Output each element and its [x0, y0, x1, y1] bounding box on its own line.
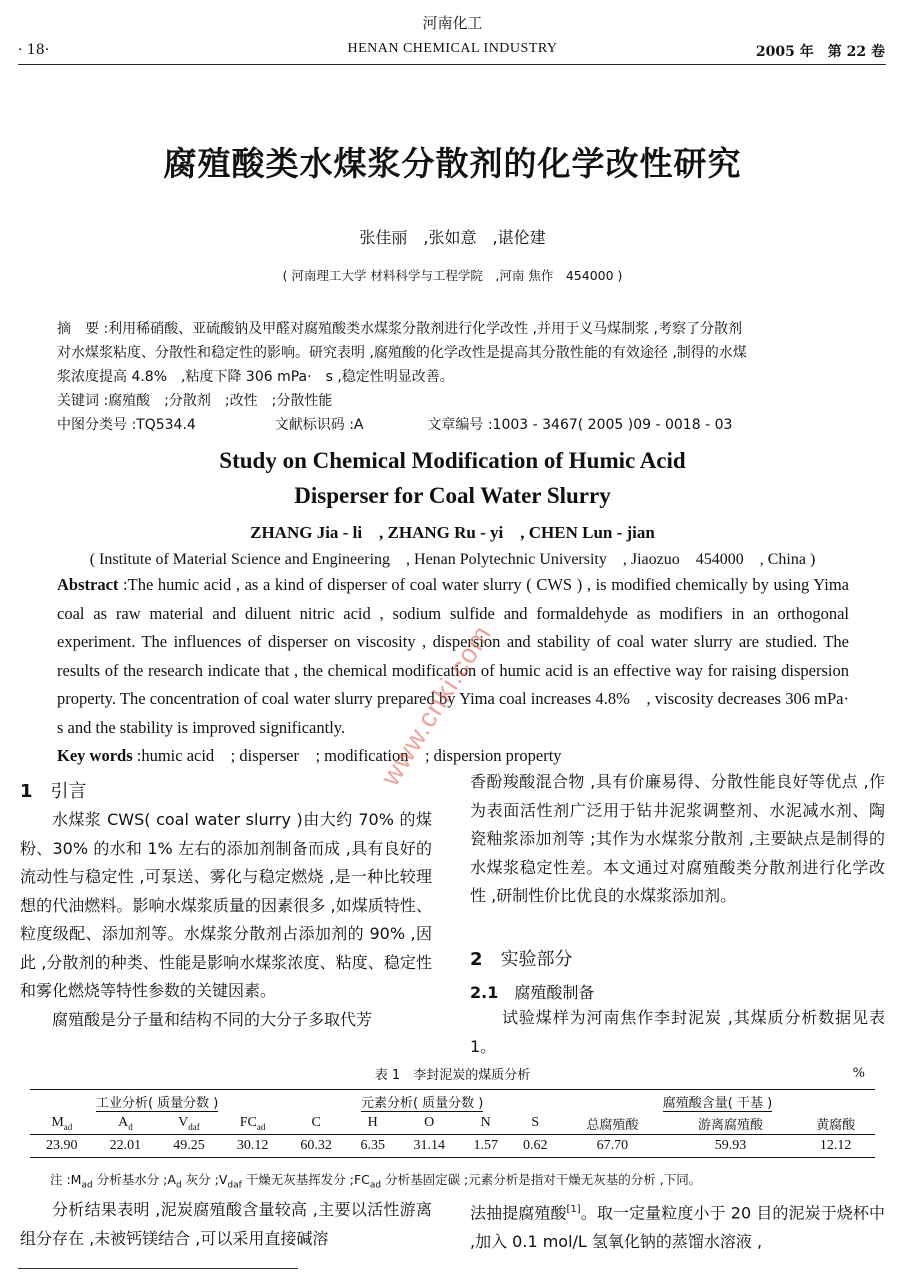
col-a-label: A	[118, 1114, 129, 1130]
paper-title-en-line-2: Disperser for Coal Water Slurry	[294, 483, 611, 508]
keywords-cn-text: :腐殖酸 ;分散剂 ;改性 ;分散性能	[103, 393, 333, 409]
col-a-sub: d	[128, 1121, 133, 1132]
col-fc-label: FC	[239, 1114, 257, 1130]
col-s: S	[531, 1115, 540, 1130]
abstract-cn-line-1	[57, 317, 852, 341]
col-n: N	[480, 1115, 491, 1130]
section-2-heading	[470, 945, 573, 971]
abstract-cn-line-3: 浆浓度提高 4.8% ,粘度下降 306 mPa· s ,稳定性明显改善。	[57, 369, 454, 385]
note-part-3: 干燥无灰基挥发分 ;FC	[241, 1172, 370, 1187]
authors-cn: 张佳丽 ,张如意 ,谌伦建	[359, 228, 546, 247]
cell: 6.35	[360, 1138, 385, 1153]
extraction-text-2: 。取一定量粒度小于 20 目的泥炭于烧杯中 ,加入 0.1 mol/L 氢氧化钠的蒸馏水溶液 ,	[470, 1203, 885, 1251]
article-label: 文章编号	[427, 417, 484, 433]
note-sub-a: d	[175, 1180, 182, 1191]
authors-en: ZHANG Jia - li , ZHANG Ru - yi , CHEN Lun - jian	[250, 523, 655, 542]
col-c: C	[311, 1115, 321, 1130]
col-v-label: V	[178, 1114, 189, 1130]
extraction-paragraph	[470, 1196, 885, 1256]
sample-paragraph: 试验煤样为河南焦作李封泥炭 ,其煤质分析数据见表 1。	[470, 1008, 885, 1056]
note-part-4: 分析基固定碳 ;元素分析是指对干燥无灰基的分析 ,下同。	[381, 1172, 702, 1187]
group-humic	[560, 1090, 875, 1113]
col-m-sub: ad	[63, 1121, 73, 1132]
col-fulvic: 黄腐酸	[816, 1117, 856, 1133]
cell: 60.32	[300, 1138, 332, 1153]
keywords-cn-label: 关键词	[57, 393, 99, 409]
table-note	[50, 1170, 880, 1191]
intro-paragraph-2: 腐殖酸是分子量和结构不同的大分子多取代芳	[52, 1009, 373, 1029]
group-ultimate	[284, 1090, 560, 1113]
abstract-en-label: Abstract	[57, 575, 119, 594]
keywords-en-label: Key words	[57, 746, 133, 765]
col-fc	[221, 1112, 285, 1135]
table-caption: 表 1 李封泥炭的煤质分析	[374, 1068, 531, 1083]
intro-paragraph-continued: 香酚羧酸混合物 ,具有价廉易得、分散性能良好等优点 ,作为表面活性剂广泛用于钻井泥浆调整剂、水泥减水剂、陶瓷釉浆添加剂等 ;其作为水煤浆分散剂 ,主要缺点是制得的水煤浆稳定性差。本文通过对腐殖酸类分散剂进行化学改性 ,研制性价比优良的水煤浆添加剂。	[470, 772, 885, 905]
cell: 12.12	[819, 1138, 852, 1153]
note-sub-fc: ad	[369, 1180, 382, 1191]
note-part-1: 分析基水分 ;A	[92, 1172, 176, 1187]
col-a	[94, 1112, 158, 1135]
left-column-body	[20, 806, 432, 1034]
col-m	[30, 1112, 94, 1135]
table-row	[30, 1135, 875, 1158]
cell: 23.90	[46, 1138, 78, 1153]
keywords-en-text: :humic acid ; disperser ; modification ; dispersion property	[136, 746, 562, 765]
col-v-sub: daf	[188, 1121, 200, 1132]
paper-title-cn: 腐殖酸类水煤浆分散剂的化学改性研究	[163, 144, 742, 183]
section-1-heading	[20, 777, 87, 803]
col-h: H	[367, 1115, 378, 1130]
abstract-cn-line-2: 对水煤浆粘度、分散性和稳定性的影响。研究表明 ,腐殖酸的化学改性是提高其分散性能的有效途径 ,制得的水煤	[57, 345, 747, 361]
journal-name-en: HENAN CHEMICAL INDUSTRY	[347, 41, 558, 56]
cell: 1.57	[473, 1138, 498, 1153]
section-1-title: 引言	[50, 781, 87, 802]
table-unit: %	[852, 1066, 865, 1081]
paper-title-en-line-1: Study on Chemical Modification of Humic Acid	[219, 448, 686, 473]
cell: 49.25	[173, 1138, 205, 1153]
abstract-cn-label: 摘 要	[57, 321, 99, 337]
group-ultimate-label: 元素分析( 质量分数 )	[360, 1095, 484, 1111]
right-bottom-body	[470, 1196, 885, 1256]
group-proximate-label: 工业分析( 质量分数 )	[95, 1095, 219, 1111]
section-2-1-title: 腐殖酸制备	[514, 983, 595, 1002]
cell: 22.01	[109, 1138, 142, 1153]
abstract-cn	[57, 317, 852, 437]
cell: 67.70	[596, 1138, 629, 1153]
cell: 59.93	[714, 1138, 747, 1153]
col-total-humic: 总腐殖酸	[586, 1117, 639, 1133]
col-m-label: M	[51, 1114, 64, 1130]
keywords-en	[57, 742, 849, 771]
section-2-1-body	[470, 1004, 885, 1061]
journal-name-cn: 河南化工	[422, 14, 483, 32]
col-free-humic: 游离腐殖酸	[698, 1117, 764, 1133]
header-rule	[18, 64, 886, 65]
keywords-cn	[57, 389, 852, 413]
article-value: :1003 - 3467( 2005 )09 - 0018 - 03	[487, 417, 733, 433]
section-2-number: 2	[470, 949, 483, 970]
page-number: · 18·	[18, 42, 50, 58]
col-v	[157, 1112, 221, 1135]
col-fc-sub: ad	[256, 1121, 266, 1132]
citation-ref[interactable]: [1]	[566, 1204, 581, 1215]
classification-line	[57, 413, 852, 437]
cell: 31.14	[413, 1138, 445, 1153]
section-1-number: 1	[20, 781, 33, 802]
watermark: www.cnki.com	[374, 619, 498, 791]
analysis-paragraph: 分析结果表明 ,泥炭腐殖酸含量较高 ,主要以活性游离组分存在 ,未被钙镁结合 ,可以采用直接碱溶	[20, 1200, 432, 1248]
extraction-text-1: 法抽提腐殖酸	[470, 1203, 567, 1223]
doccode-label: 文献标识码	[274, 417, 345, 433]
section-2-1-number: 2.1	[470, 983, 499, 1002]
affiliation-cn: ( 河南理工大学 材料科学与工程学院 ,河南 焦作 454000 )	[282, 268, 623, 283]
issue-info: 2005 年 第 22 卷	[755, 44, 885, 60]
section-2-title: 实验部分	[500, 949, 573, 970]
abstract-en-text: :The humic acid , as a kind of disperser of coal water slurry ( CWS ) , is modified chemically by using Yima coal as raw material and diluent nitric acid , sodium sulfide and formaldehyde as modifiers in an orthogonal experiment. The influences of disperser on viscosity , dispersion and stability of coal water slurry are studied. The results of the research indicate that , the chemical modification of humic acid is an effective way for raising dispersion property. The concentration of coal water slurry prepared by Yima coal increases 4.8% , viscosity decreases 306 mPa· s and the stability is improved significantly.	[57, 575, 866, 737]
section-2-1-heading	[470, 980, 594, 1003]
clc-label: 中图分类号	[57, 417, 127, 433]
col-o: O	[424, 1115, 435, 1130]
abstract-cn-text-1: :利用稀硝酸、亚硫酸钠及甲醛对腐殖酸类水煤浆分散剂进行化学改性 ,并用于义马煤制浆 ,考察了分散剂	[103, 321, 742, 337]
footnote-rule	[18, 1268, 298, 1269]
clc-value: :TQ534.4	[131, 417, 196, 433]
intro-paragraph-1: 水煤浆 CWS( coal water slurry )由大约 70% 的煤粉、30% 的水和 1% 左右的添加剂制备而成 ,具有良好的流动性与稳定性 ,可泵送、雾化与稳定燃烧 ,是一种比较理想的代油燃料。影响水煤浆质量的因素很多 ,如煤质特性、粒度级配、添加剂等。水煤浆分散剂占添加剂的 90% ,因此 ,分散剂的种类、性能是影响水煤浆浓度、粘度、稳定性和雾化燃烧等特性参数的关键因素。	[20, 810, 432, 1000]
left-bottom-body	[20, 1196, 432, 1253]
note-prefix: 注 :M	[50, 1172, 82, 1187]
cell: 0.62	[522, 1138, 548, 1153]
note-part-2: 灰分 ;V	[181, 1172, 228, 1187]
doccode-value: :A	[349, 417, 364, 433]
note-sub-m: ad	[81, 1180, 93, 1191]
affiliation-en: ( Institute of Material Science and Engineering , Henan Polytechnic University , Jiaozuo 454000 , China )	[89, 551, 816, 568]
note-sub-v: daf	[227, 1180, 242, 1191]
group-humic-label: 腐殖酸含量( 干基 )	[662, 1095, 773, 1111]
group-proximate	[30, 1090, 284, 1113]
coal-analysis-table	[30, 1089, 875, 1158]
right-column-body	[470, 768, 885, 911]
cell: 30.12	[236, 1138, 269, 1153]
